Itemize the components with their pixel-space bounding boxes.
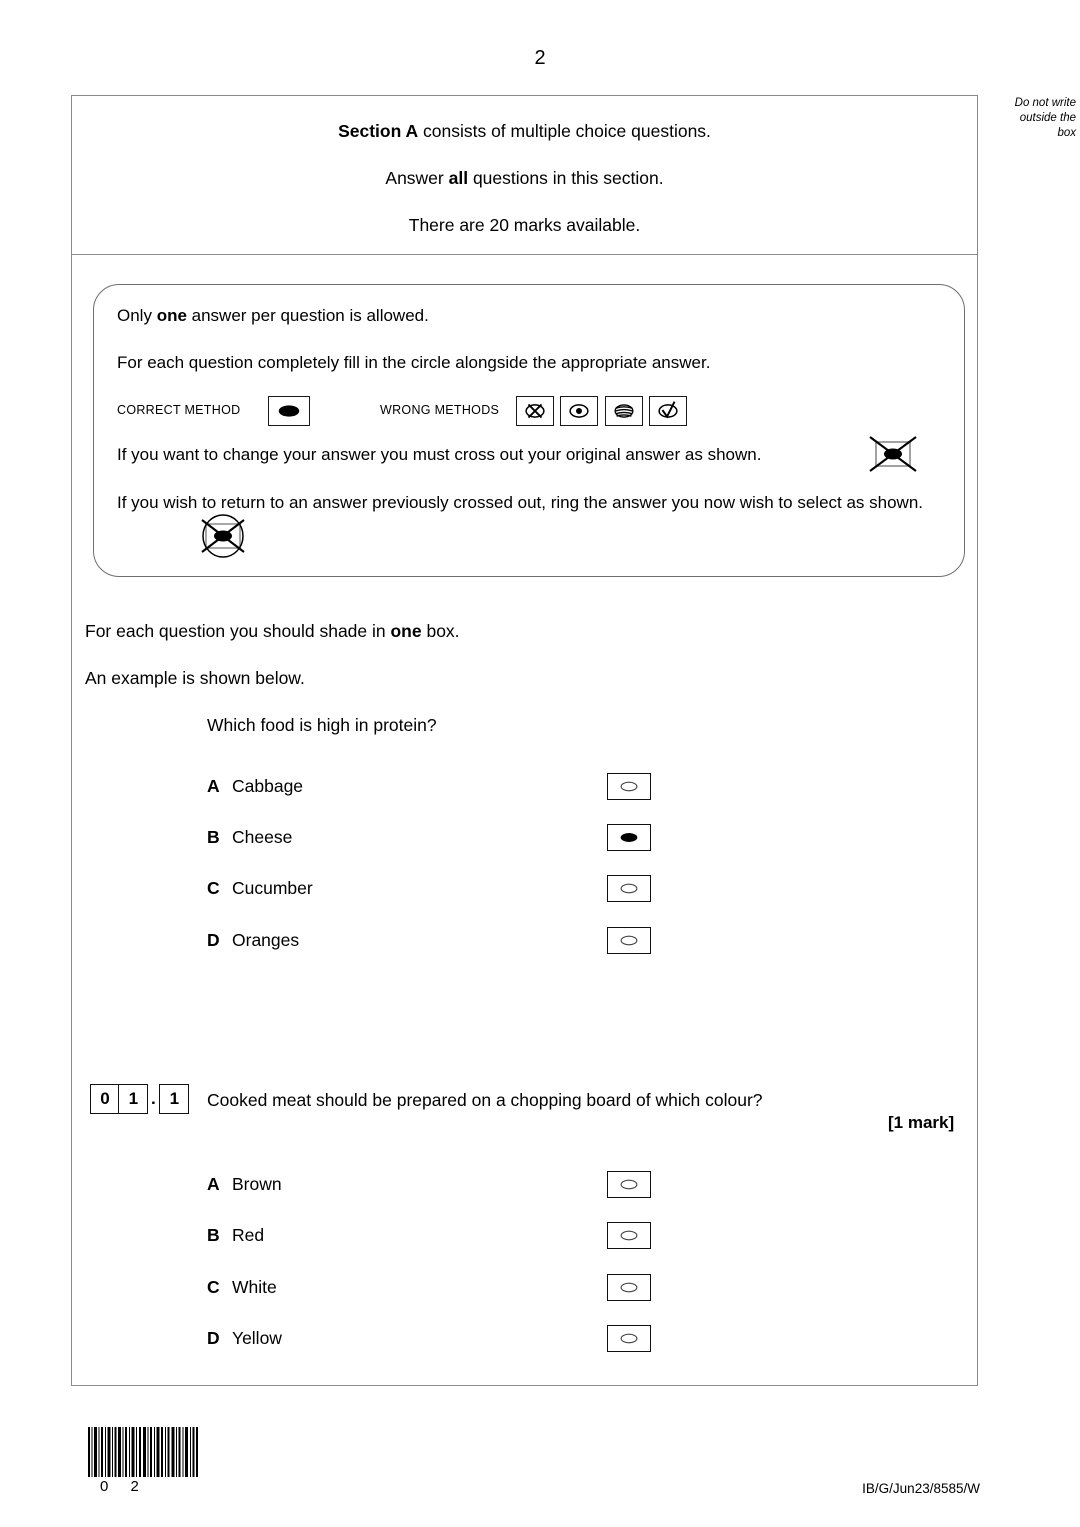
question-number-separator: . [151, 1089, 156, 1108]
example-option-d-bubble[interactable] [607, 927, 651, 954]
example-option-c[interactable] [207, 875, 677, 905]
outside-note-line-2: outside the [1019, 112, 1076, 124]
example-option-b-label: Cheese [232, 827, 293, 847]
page-number: 2 [534, 47, 546, 69]
example-option-b-bubble[interactable] [607, 824, 651, 851]
answer-all-bold: all [448, 168, 469, 188]
question-01-1-option-b-bubble[interactable] [607, 1222, 651, 1249]
outside-note-line-3: box [1057, 127, 1076, 139]
example-option-b-letter: B [207, 827, 220, 847]
example-option-c-bubble[interactable] [607, 875, 651, 902]
question-01-1-option-d[interactable] [207, 1325, 677, 1355]
only-one-rest: answer per question is allowed. [186, 306, 429, 325]
example-option-a[interactable] [207, 773, 677, 803]
question-01-1-option-b-letter: B [207, 1225, 220, 1245]
question-01-1-option-d-label: Yellow [232, 1328, 282, 1348]
question-01-1-stem: Cooked meat should be prepared on a chopping board of which colour? [207, 1090, 763, 1110]
section-a-rest: consists of multiple choice questions. [418, 121, 711, 141]
footer-reference-code: IB/G/Jun23/8585/W [862, 1481, 980, 1496]
ringed-crossed-out-answer-icon [196, 511, 252, 561]
question-01-1-option-a-letter: A [207, 1174, 220, 1194]
only-one-pre: Only [117, 306, 157, 325]
wrong-method-icons [516, 396, 689, 426]
question-01-1-option-b-label: Red [232, 1225, 265, 1245]
section-a-bold: Section A [338, 121, 419, 141]
example-option-a-label: Cabbage [232, 776, 304, 796]
oval-with-tick-icon [649, 396, 687, 426]
wrong-methods-label: WRONG METHODS [380, 403, 500, 417]
correct-method-label: CORRECT METHOD [117, 403, 241, 417]
barcode [88, 1427, 198, 1477]
filled-oval-icon [268, 396, 310, 426]
crossed-out-answer-icon [867, 433, 919, 475]
return-answer-instruction: If you wish to return to an answer previously crossed out, ring the answer you now wish to select as shown. [117, 493, 924, 512]
example-option-c-letter: C [207, 878, 220, 898]
outside-note-line-1: Do not write [1014, 97, 1076, 109]
oval-with-scribble-icon [605, 396, 643, 426]
example-option-a-letter: A [207, 776, 220, 796]
example-option-d-letter: D [207, 930, 220, 950]
example-intro-text: An example is shown below. [85, 668, 305, 688]
oval-with-cross-icon [516, 396, 554, 426]
question-01-1-marks: [1 mark] [888, 1113, 955, 1132]
do-not-write-outside-box-note [982, 96, 1076, 141]
section-a-heading [72, 120, 977, 142]
question-01-1-option-a-label: Brown [232, 1174, 282, 1194]
question-01-1-option-c[interactable] [207, 1274, 677, 1304]
marks-available-line: There are 20 marks available. [408, 215, 641, 235]
example-option-c-label: Cucumber [232, 878, 313, 898]
shade-one-bold: one [390, 621, 422, 641]
example-option-a-bubble[interactable] [607, 773, 651, 800]
example-option-b[interactable] [207, 824, 677, 854]
fill-circle-instruction: For each question completely fill in the circle alongside the appropriate answer. [117, 353, 711, 372]
question-01-1-option-b[interactable] [207, 1222, 677, 1252]
example-option-d-label: Oranges [232, 930, 300, 950]
question-01-1-option-a[interactable] [207, 1171, 677, 1201]
question-01-1-option-d-bubble[interactable] [607, 1325, 651, 1352]
question-01-1-option-a-bubble[interactable] [607, 1171, 651, 1198]
oval-with-dot-icon [560, 396, 598, 426]
answer-all-line [72, 167, 977, 189]
question-number-01-1 [90, 1084, 189, 1114]
barcode-caption: 0 2 [100, 1478, 148, 1495]
question-01-1-option-d-letter: D [207, 1328, 220, 1348]
question-number-digit-0: 0 [90, 1084, 120, 1114]
question-number-digit-1: 1 [118, 1084, 148, 1114]
shade-one-pre: For each question you should shade in [85, 621, 391, 641]
only-one-answer-instruction [117, 304, 429, 328]
answer-all-rest: questions in this section. [468, 168, 664, 188]
section-a-header-box [71, 95, 978, 255]
method-examples-row [117, 396, 957, 426]
question-number-sub-digit: 1 [159, 1084, 189, 1114]
shade-one-rest: box. [421, 621, 460, 641]
question-01-1-option-c-label: White [232, 1277, 277, 1297]
example-option-d[interactable] [207, 927, 677, 957]
question-01-1-option-c-bubble[interactable] [607, 1274, 651, 1301]
question-01-1-option-c-letter: C [207, 1277, 220, 1297]
example-question-stem: Which food is high in protein? [207, 715, 437, 735]
answer-all-pre: Answer [385, 168, 449, 188]
change-answer-instruction: If you want to change your answer you must cross out your original answer as shown. [117, 445, 762, 464]
shade-one-box-instruction [85, 619, 460, 643]
only-one-bold: one [156, 306, 187, 325]
